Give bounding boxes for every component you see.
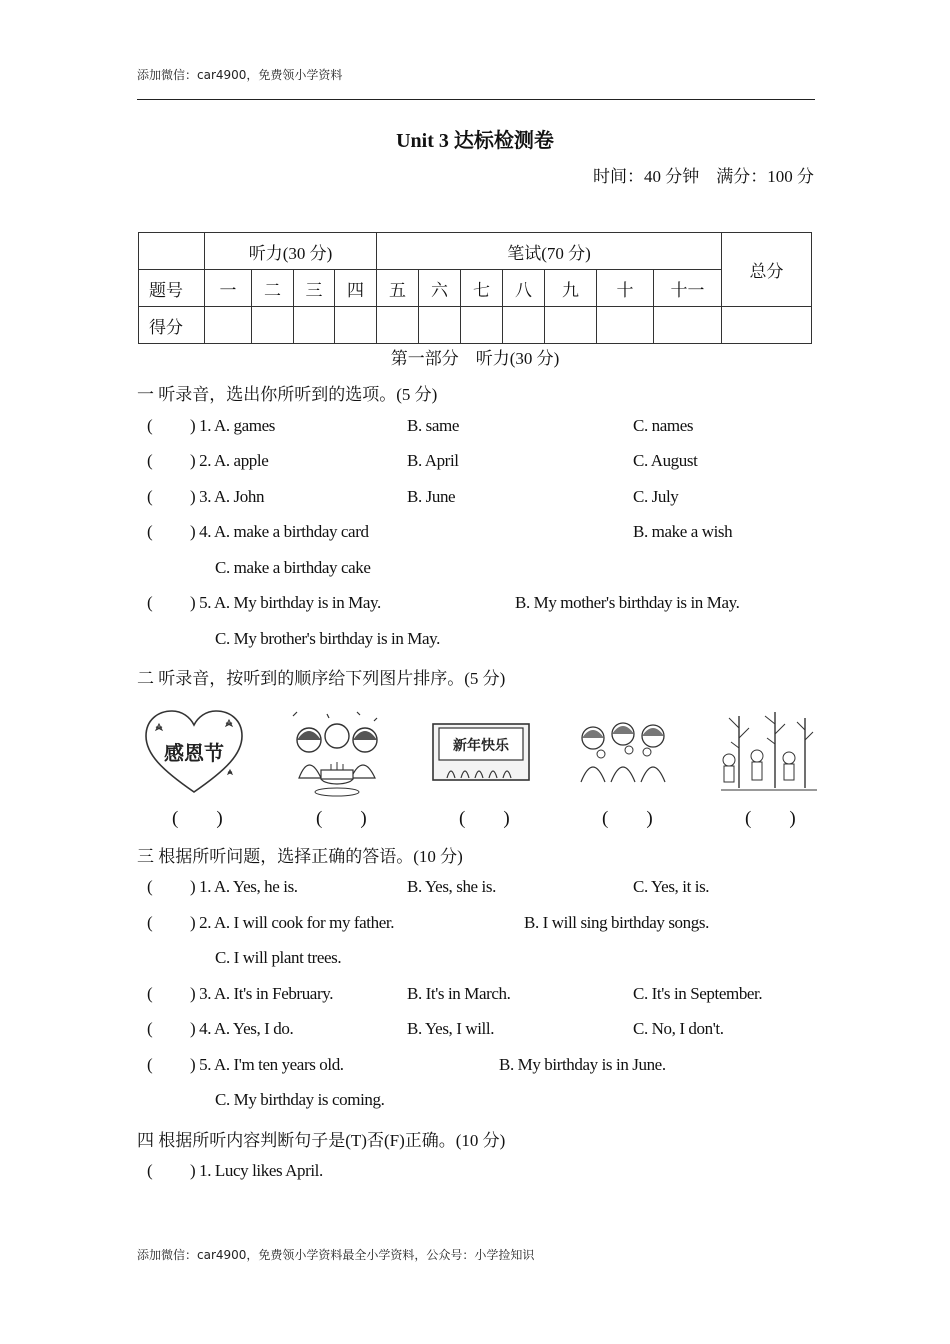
s3-q2-stem: ) 2. A. I will cook for my father. <box>190 913 395 932</box>
s1-q4-c: C. make a birthday cake <box>215 558 371 577</box>
answer-paren[interactable]: ( <box>147 487 153 506</box>
score-cell[interactable] <box>205 307 252 344</box>
score-cell[interactable] <box>461 307 503 344</box>
col-5: 五 <box>377 270 419 307</box>
score-cell[interactable] <box>503 307 545 344</box>
col-10: 十 <box>597 270 654 307</box>
s1-q3-c: C. July <box>633 487 679 506</box>
s3-q5-stem: ) 5. A. I'm ten years old. <box>190 1055 344 1074</box>
section-1-heading: 一 听录音，选出你所听到的选项。(5 分) <box>137 385 438 404</box>
s1-q2-c: C. August <box>633 451 698 470</box>
part-heading: 第一部分 听力(30 分) <box>390 349 560 368</box>
answer-paren[interactable]: ( <box>147 593 153 612</box>
section-2-heading: 二 听录音，按听到的顺序给下列图片排序。(5 分) <box>137 669 506 688</box>
writing-header: 笔试(70 分) <box>377 233 722 270</box>
s1-q1-c: C. names <box>633 416 694 435</box>
s3-q3-stem: ) 3. A. It's in February. <box>190 984 334 1003</box>
s1-q3-b: B. June <box>407 487 456 506</box>
s3-q3-b: B. It's in March. <box>407 984 511 1003</box>
col-7: 七 <box>461 270 503 307</box>
s3-q2-c: C. I will plant trees. <box>215 948 342 967</box>
total-header: 总分 <box>722 233 812 307</box>
section-4-heading: 四 根据所听内容判断句子是(T)否(F)正确。(10 分) <box>137 1131 506 1150</box>
s3-q3-c: C. It's in September. <box>633 984 763 1003</box>
listening-header: 听力(30 分) <box>205 233 377 270</box>
score-table <box>138 232 812 344</box>
s3-q5-c: C. My birthday is coming. <box>215 1090 385 1109</box>
col-6: 六 <box>419 270 461 307</box>
order-blank[interactable]: ( ) <box>172 808 223 829</box>
score-cell[interactable] <box>377 307 419 344</box>
footer-note: 添加微信：car4900，免费领小学资料最全小学资料，公众号：小学捡知识 <box>137 1248 535 1262</box>
exam-meta: 时间：40 分钟 满分：100 分 <box>593 167 814 186</box>
order-blank[interactable]: ( ) <box>602 808 653 829</box>
planting-trees-icon <box>717 708 821 798</box>
s3-q4-stem: ) 4. A. Yes, I do. <box>190 1019 294 1038</box>
score-cell-total[interactable] <box>722 307 812 344</box>
s4-q1-stem: ) 1. Lucy likes April. <box>190 1161 323 1180</box>
s1-q3-stem: ) 3. A. John <box>190 487 265 506</box>
score-cell[interactable] <box>597 307 654 344</box>
thanksgiving-text: 感恩节 <box>164 741 224 765</box>
col-3: 三 <box>294 270 335 307</box>
answer-paren[interactable]: ( <box>147 984 153 1003</box>
s3-q1-stem: ) 1. A. Yes, he is. <box>190 877 298 896</box>
score-cell[interactable] <box>419 307 461 344</box>
col-9: 九 <box>545 270 597 307</box>
order-blank[interactable]: ( ) <box>745 808 796 829</box>
col-1: 一 <box>205 270 252 307</box>
children-eating-icon <box>573 708 675 798</box>
answer-paren[interactable]: ( <box>147 913 153 932</box>
thanksgiving-heart-icon <box>142 708 246 798</box>
header-rule <box>137 99 815 100</box>
answer-paren[interactable]: ( <box>147 877 153 896</box>
s1-q1-b: B. same <box>407 416 459 435</box>
s1-q4-b: B. make a wish <box>633 522 733 541</box>
table-corner <box>139 233 205 270</box>
s1-q5-stem: ) 5. A. My birthday is in May. <box>190 593 381 612</box>
col-8: 八 <box>503 270 545 307</box>
new-year-sign-icon <box>429 708 533 798</box>
s3-q4-c: C. No, I don't. <box>633 1019 724 1038</box>
s1-q5-b: B. My mother's birthday is in May. <box>515 593 740 612</box>
s1-q1-stem: ) 1. A. games <box>190 416 275 435</box>
col-4: 四 <box>335 270 377 307</box>
row-label-score: 得分 <box>139 307 205 344</box>
s1-q5-c: C. My brother's birthday is in May. <box>215 629 440 648</box>
col-11: 十一 <box>654 270 722 307</box>
new-year-text: 新年快乐 <box>453 738 509 754</box>
s3-q4-b: B. Yes, I will. <box>407 1019 495 1038</box>
order-blank[interactable]: ( ) <box>316 808 367 829</box>
score-cell[interactable] <box>654 307 722 344</box>
s1-q4-stem: ) 4. A. make a birthday card <box>190 522 369 541</box>
score-cell[interactable] <box>252 307 294 344</box>
s3-q1-c: C. Yes, it is. <box>633 877 710 896</box>
s3-q2-b: B. I will sing birthday songs. <box>524 913 709 932</box>
birthday-party-icon <box>287 708 385 798</box>
order-blank[interactable]: ( ) <box>459 808 510 829</box>
answer-paren[interactable]: ( <box>147 522 153 541</box>
answer-paren[interactable]: ( <box>147 1055 153 1074</box>
s1-q2-stem: ) 2. A. apple <box>190 451 269 470</box>
answer-paren[interactable]: ( <box>147 1019 153 1038</box>
page-title: Unit 3 达标检测卷 <box>396 130 554 152</box>
answer-paren[interactable]: ( <box>147 451 153 470</box>
score-cell[interactable] <box>545 307 597 344</box>
answer-paren[interactable]: ( <box>147 1161 153 1180</box>
header-note: 添加微信：car4900，免费领小学资料 <box>137 68 343 82</box>
s3-q5-b: B. My birthday is in June. <box>499 1055 666 1074</box>
score-cell[interactable] <box>294 307 335 344</box>
answer-paren[interactable]: ( <box>147 416 153 435</box>
section-3-heading: 三 根据所听问题，选择正确的答语。(10 分) <box>137 847 463 866</box>
score-cell[interactable] <box>335 307 377 344</box>
col-2: 二 <box>252 270 294 307</box>
row-label-number: 题号 <box>139 270 205 307</box>
s3-q1-b: B. Yes, she is. <box>407 877 496 896</box>
s1-q2-b: B. April <box>407 451 459 470</box>
